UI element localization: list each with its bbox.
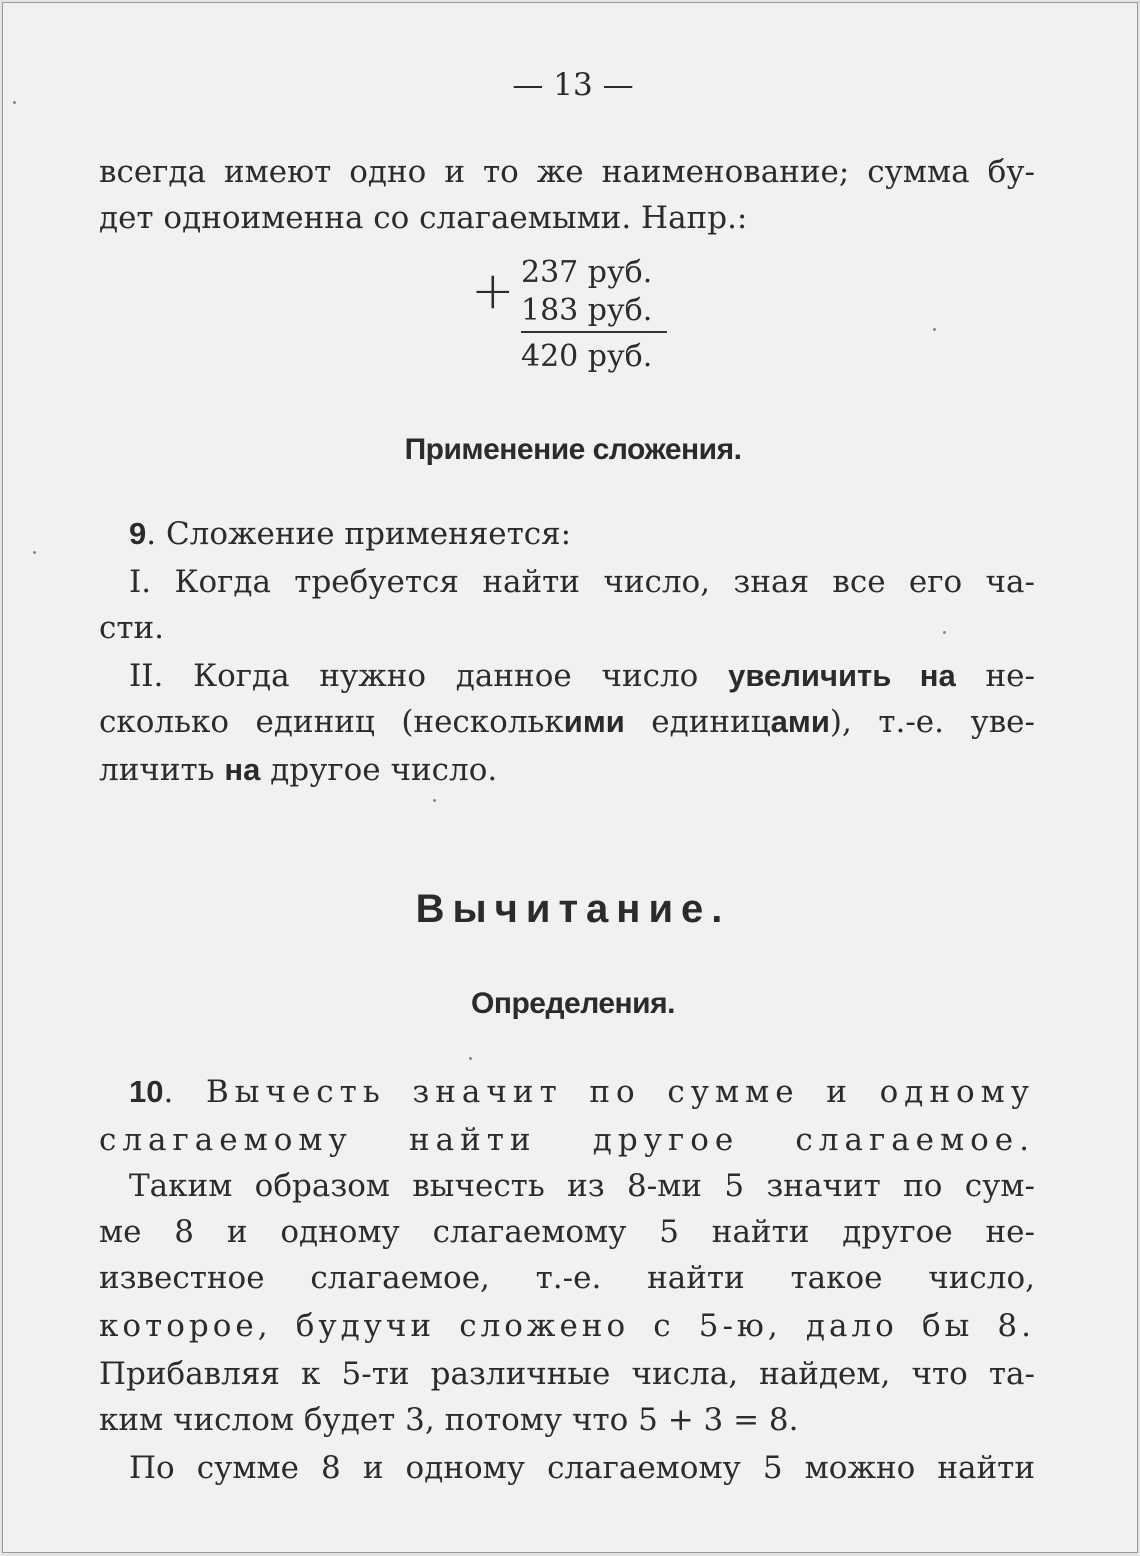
section-heading-definitions: Определения. <box>471 987 675 1020</box>
case-2-line-2-c: ), т.-е. уве- <box>829 704 1035 740</box>
intro-line-1: всегда имеют одно и то же наименование; сумма бу- <box>99 154 1035 190</box>
page-number: — 13 — <box>512 67 634 103</box>
paragraph-9-text: . Сложение применяется: <box>146 516 572 552</box>
case-2-line-3-bold: на <box>224 752 261 787</box>
section-heading-application: Применение сложения. <box>404 433 742 466</box>
case-2-emphasis: увеличить на <box>728 658 956 693</box>
sum-result: 420 руб. <box>521 339 653 374</box>
addition-example <box>471 253 691 383</box>
case-2-line-2-bold-1: ими <box>563 704 625 739</box>
case-1-line-1: I. Когда требуется найти число, зная все его ча- <box>129 564 1035 600</box>
addend-1: 237 руб. <box>521 255 653 290</box>
paragraph-9-intro <box>99 511 1035 557</box>
case-2-line-1 <box>99 653 1035 699</box>
intro-line-2: дет одноименна со слагаемыми. Напр.: <box>99 200 748 236</box>
para-2-line-1: По сумме 8 и одному слагаемому 5 можно найти <box>129 1450 1035 1486</box>
definition-line-2: слагаемому найти другое слагаемое. <box>99 1122 1035 1158</box>
case-2-line-3-b: другое число. <box>260 752 498 788</box>
para-1-line-6: ким числом будет 3, потому что 5 + 3 = 8. <box>99 1402 799 1438</box>
para-1-line-2: ме 8 и одному слагаемому 5 найти другое не- <box>99 1214 1035 1250</box>
case-2-line-2-a: сколько единиц (нескольк <box>99 704 564 740</box>
plus-sign: + <box>471 261 515 321</box>
para-1-line-4: которое, будучи сложено с 5-ю, дало бы 8. <box>99 1308 1035 1344</box>
chapter-title: Вычитание. <box>415 887 731 931</box>
paper-speck <box>13 101 16 104</box>
case-2-line-2-bold-2: ами <box>770 704 830 739</box>
sum-rule <box>521 331 667 333</box>
case-2-line-2 <box>99 699 1035 745</box>
paper-speck <box>33 551 36 554</box>
para-1-line-5: Прибавляя к 5-ти различные числа, найдем, что та- <box>99 1356 1035 1392</box>
paper-speck <box>943 631 946 634</box>
case-2-text-a: II. Когда нужно данное число <box>129 658 729 694</box>
definition-line-1 <box>99 1069 1035 1115</box>
paragraph-number-9: 9 <box>129 516 147 551</box>
definition-text-1: . Вычесть значит по сумме и одному <box>163 1074 1035 1110</box>
paper-speck <box>933 328 936 331</box>
paper-speck <box>433 799 436 802</box>
case-2-line-3 <box>99 747 1035 793</box>
addend-2: 183 руб. <box>521 293 653 328</box>
paragraph-number-10: 10 <box>129 1074 164 1109</box>
case-2-line-2-b: единиц <box>624 704 771 740</box>
para-1-line-3: известное слагаемое, т.-е. найти такое число, <box>99 1260 1035 1296</box>
book-page <box>2 2 1138 1553</box>
para-1-line-1: Таким образом вычесть из 8-ми 5 значит по сум- <box>129 1168 1035 1204</box>
case-2-line-3-a: личить <box>99 752 225 788</box>
case-2-text-b: не- <box>955 658 1035 694</box>
case-1-line-2: сти. <box>99 610 165 646</box>
paper-speck <box>469 1057 472 1060</box>
